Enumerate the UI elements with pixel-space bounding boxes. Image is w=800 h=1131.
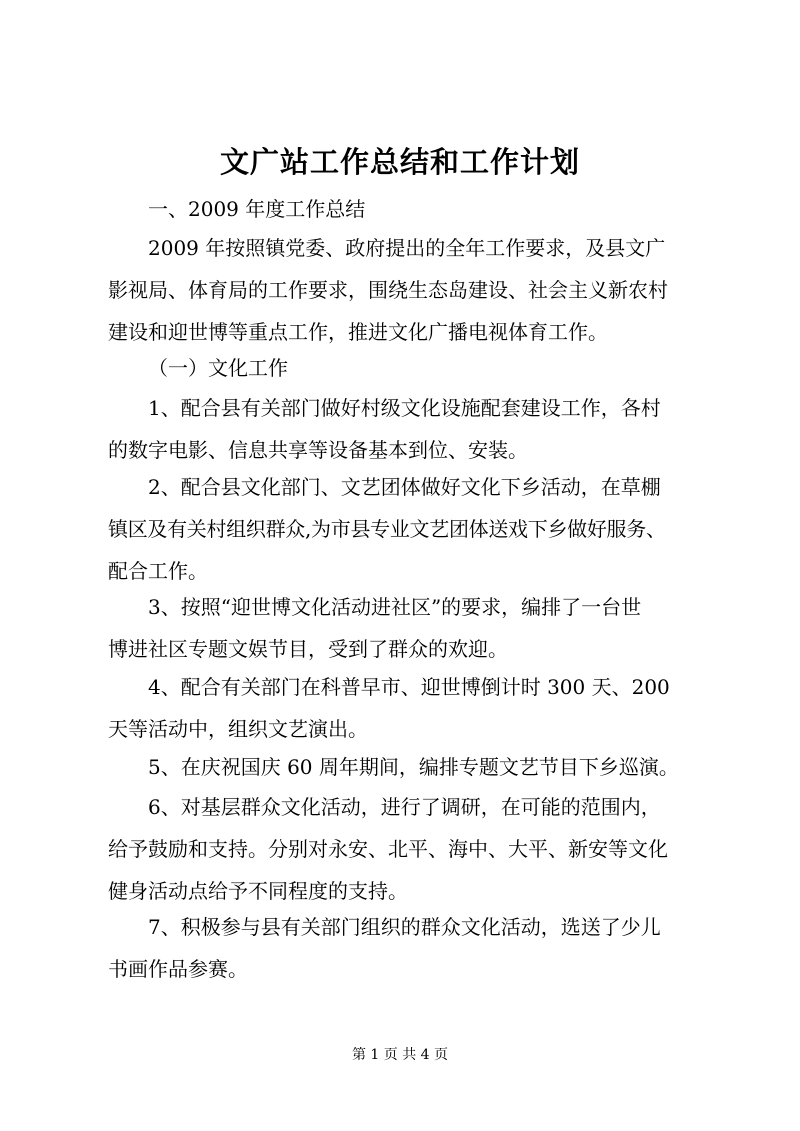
subsection-heading-text: （一）文化工作 — [148, 356, 288, 380]
item-4-line-1: 4、配合有关部门在科普早市、迎世博倒计时 300 天、200 — [148, 675, 670, 699]
item-3-line-1: 3、按照“迎世博文化活动进社区”的要求，编排了一台世 — [148, 595, 642, 619]
document-title: 文广站工作总结和工作计划 — [219, 145, 580, 179]
item-2-line-3: 配合工作。 — [108, 559, 208, 583]
item-4-line-2: 天等活动中，组织文艺演出。 — [108, 717, 368, 741]
item-3-paragraph — [108, 586, 708, 670]
item-7-line-2: 书画作品参赛。 — [108, 957, 248, 981]
intro-paragraph — [108, 227, 708, 353]
item-5-line-1: 5、在庆祝国庆 60 周年期间，编排专题文艺节目下乡巡演。 — [148, 755, 679, 779]
item-1-line-1: 1、配合县有关部门做好村级文化设施配套建设工作，各村 — [148, 396, 661, 420]
intro-line-1: 2009 年按照镇党委、政府提出的全年工作要求，及县文广 — [148, 236, 666, 260]
item-2-line-2: 镇区及有关村组织群众,为市县专业文艺团体送戏下乡做好服务、 — [108, 517, 666, 541]
item-6-line-1: 6、对基层群众文化活动，进行了调研，在可能的范围内， — [148, 795, 661, 819]
item-6-line-2: 给予鼓励和支持。分别对永安、北平、海中、大平、新安等文化 — [108, 837, 668, 861]
item-1-paragraph — [108, 387, 708, 471]
item-7-paragraph — [108, 906, 708, 990]
item-1-line-2: 的数字电影、信息共享等设备基本到位、安装。 — [108, 438, 528, 462]
intro-line-2: 影视局、体育局的工作要求，围绕生态岛建设、社会主义新农村 — [108, 278, 668, 302]
item-3-line-2: 博进社区专题文娱节目，受到了群众的欢迎。 — [108, 637, 508, 661]
item-2-line-1: 2、配合县文化部门、文艺团体做好文化下乡活动，在草棚 — [148, 475, 661, 499]
item-5-paragraph — [108, 746, 708, 788]
item-6-line-3: 健身活动点给予不同程度的支持。 — [108, 879, 408, 903]
subsection-heading — [148, 347, 748, 389]
item-7-line-1: 7、积极参与县有关部门组织的群众文化活动，选送了少儿 — [148, 915, 661, 939]
section-heading-text: 一、2009 年度工作总结 — [148, 197, 366, 221]
intro-line-3: 建设和迎世博等重点工作，推进文化广播电视体育工作。 — [108, 320, 608, 344]
item-2-paragraph — [108, 466, 708, 592]
item-6-paragraph — [108, 786, 708, 912]
page-footer: 第 1 页 共 4 页 — [351, 1047, 449, 1063]
section-heading — [148, 188, 748, 230]
item-4-paragraph — [108, 666, 708, 750]
